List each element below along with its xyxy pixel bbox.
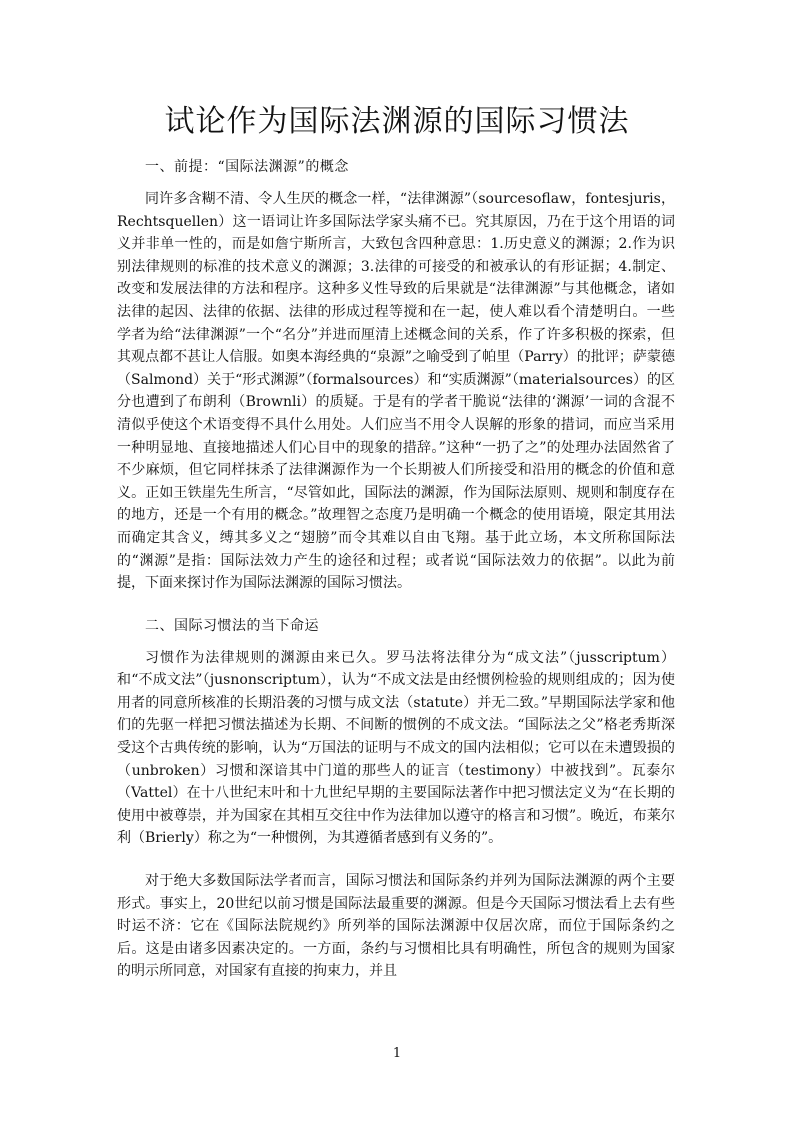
section-customary-law-fate — [117, 615, 675, 983]
body-paragraph: 同许多含糊不清、令人生厌的概念一样，“法律渊源”（sourcesoflaw，fontesjuris，Rechtsquellen）这一语词让许多国际法学家头痛不已。究其原因，乃在于这个用语的词义并非单一性的，而是如詹宁斯所言，大致包含四种意思：1.历史意义的渊源；2.作为识别法律规则的标准的技术意义的渊源；3.法律的可接受的和被承认的有形证据；4.制定、改变和发展法律的方法和程序。这种多义性导致的后果就是“法律渊源”与其他概念，诸如法律的起因、法律的依据、法律的形成过程等搅和在一起，使人难以看个清楚明白。一些学者为给“法律渊源”一个“名分”并进而厘清上述概念间的关系，作了许多积极的探索，但其观点都不甚让人信服。如奥本海经典的“泉源”之喻受到了帕里（Parry）的批评；萨蒙德（Salmond）关于“形式渊源”（formalsources）和“实质渊源”（materialsources）的区分也遭到了布朗利（Brownli）的质疑。于是有的学者干脆说“法律的‘渊源’一词的含混不清似乎使这个术语变得不具什么用处。人们应当不用令人误解的形象的措词，而应当采用一种明显地、直接地描述人们心目中的现象的措辞。”这种“一扔了之”的处理办法固然省了不少麻烦，但它同样抹杀了法律渊源作为一个长期被人们所接受和沿用的概念的价值和意义。正如王铁崖先生所言，“尽管如此，国际法的渊源，作为国际法原则、规则和制度存在的地方，还是一个有用的概念。”故理智之态度乃是明确一个概念的使用语境，限定其用法而确定其含义，缚其多义之“翅膀”而令其难以自由飞翔。基于此立场，本文所称国际法的“渊源”是指：国际法效力产生的途径和过程；或者说“国际法效力的依据”。以此为前提，下面来探讨作为国际法渊源的国际习惯法。 — [117, 191, 675, 592]
document-title: 试论作为国际法渊源的国际习惯法 — [164, 104, 630, 139]
body-paragraph: 习惯作为法律规则的渊源由来已久。罗马法将法律分为“成文法”（jusscriptum）和“不成文法”（jusnonscriptum），认为“不成文法是由经惯例检验的规则组成的；因为使用者的同意所核准的长期沿袭的习惯与成文法（statute）并无二致。”早期国际法学家和他们的先驱一样把习惯法描述为长期、不间断的惯例的不成文法。“国际法之父”格老秀斯深受这个古典传统的影响，认为“万国法的证明与不成文的国内法相似；它可以在未遭毁损的（unbroken）习惯和深谙其中门道的那些人的证言（testimony）中被找到”。瓦泰尔（Vattel）在十八世纪末叶和十九世纪早期的主要国际法著作中把习惯法定义为“在长期的使用中被尊崇，并为国家在其相互交往中作为法律加以遵守的格言和习惯”。晚近，布莱尔利（Brierly）称之为“一种惯例，为其遵循者感到有义务的”。 — [117, 649, 675, 847]
section-heading: 一、前提：“国际法渊源”的概念 — [145, 159, 349, 175]
body-paragraph: 对于绝大多数国际法学者而言，国际习惯法和国际条约并列为国际法渊源的两个主要形式。事实上，20世纪以前习惯是国际法最重要的渊源。但是今天国际习惯法看上去有些时运不济：它在《国际法院规约》所列举的国际法渊源中仅居次席，而位于国际条约之后。这是由诸多因素决定的。一方面，条约与习惯相比具有明确性，所包含的规则为国家的明示所同意，对国家有直接的拘束力，并且 — [117, 873, 675, 980]
page-number: 1 — [392, 1046, 402, 1061]
document-body — [117, 150, 675, 995]
section-heading: 二、国际习惯法的当下命运 — [145, 617, 319, 634]
section-premise — [117, 156, 675, 595]
